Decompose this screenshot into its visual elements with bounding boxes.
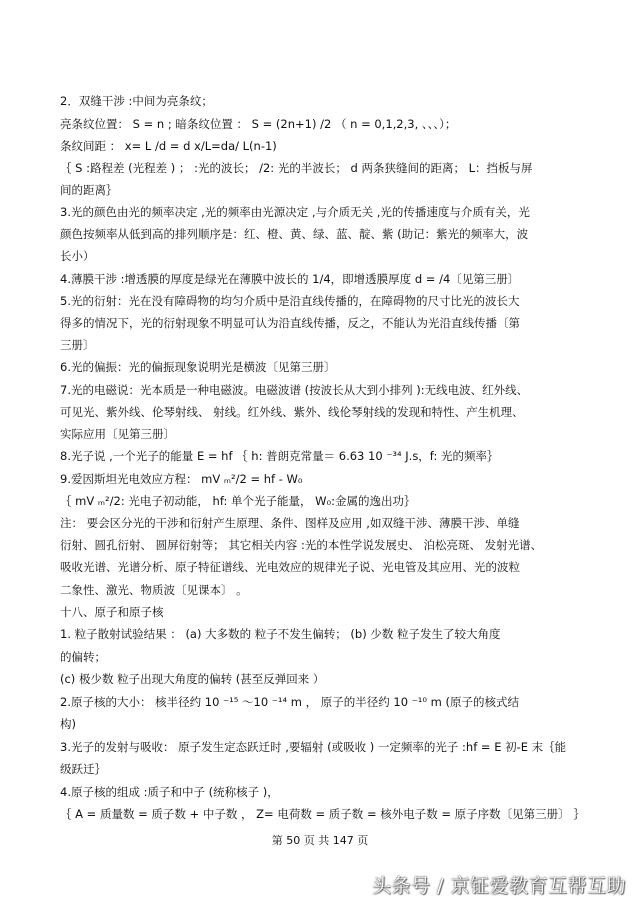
text-line: 三册〕 — [60, 338, 95, 352]
text-line: 衍射、圆孔衍射、 圆屏衍射等； 其它相关内容 :光的本性学说发展史、 泊松亮斑、 发射光谱、 — [60, 538, 543, 552]
text-line: (c) 极少数 粒子出现大角度的偏转 (甚至反弹回来 ） — [60, 672, 325, 686]
text-line: 8.光子说 ,一个光子的能量 E = hf ｛ h: 普朗克常量＝ 6.63 10 ⁻³⁴ J.s，f: 光的频率｝ — [60, 449, 499, 463]
text-line: 构) — [60, 717, 76, 731]
text-line: 1. 粒子散射试验结果 ： (a) 大多数的 粒子不发生偏转； (b) 少数 粒子发生了较大角度 — [60, 627, 501, 641]
text-line: 二象性、激光、物质波〔见课本〕 。 — [60, 583, 248, 597]
text-line: 注： 要会区分光的干涉和衍射产生原理、条件、图样及应用 ,如双缝干涉、薄膜干涉、单缝 — [60, 516, 520, 530]
text-line: 条纹间距 ： x= L /d = d x/L=da/ L(n-1) — [60, 139, 277, 153]
text-line: 9.爱因斯坦光电效应方程： mV ₘ²/2 = hf - W₀ — [60, 472, 303, 486]
text-line: 3.光的颜色由光的频率决定 ,光的频率由光源决定 ,与介质无关 ,光的传播速度与介质有关，光 — [60, 205, 530, 219]
text-line: 吸收光谱、光谱分析、原子特征谱线、光电效应的规律光子说、光电管及其应用、光的波粒 — [60, 560, 520, 574]
page-footer: 第 50 页 共 147 页 — [271, 834, 369, 847]
text-line: 4.薄膜干涉 :增透膜的厚度是绿光在薄膜中波长的 1/4，即增透膜厚度 d = /4〔见第三册〕 — [60, 272, 520, 286]
section-heading: 十八、原子和原子核 — [60, 605, 164, 619]
text-line: 3.光子的发射与吸收： 原子发生定态跃迁时 ,要辐射 (或吸收 ) 一定频率的光子 :hf = E 初-E 末｛能 — [60, 740, 567, 754]
text-line: 2.原子核的大小： 核半径约 10 ⁻¹⁵ ～10 ⁻¹⁴ m ， 原子的半径约 10 ⁻¹⁰ m (原子的核式结 — [60, 695, 519, 709]
text-line: ｛ A = 质量数 = 质子数 + 中子数 ， Z= 电荷数 = 质子数 = 核外电子数 = 原子序数〔见第三册〕 ｝ — [60, 807, 585, 821]
text-line: 6.光的偏振：光的偏振现象说明光是横波〔见第三册〕 — [60, 360, 336, 374]
text-line: 颜色按频率从低到高的排列顺序是：红、橙、黄、绿、蓝、靛、紫 (助记：紫光的频率大，波 — [60, 227, 529, 241]
watermark: 头条号 / 京钲爱教育互帮互助 — [372, 875, 626, 897]
text-line: 得多的情况下，光的衍射现象不明显可认为沿直线传播，反之，不能认为光沿直线传播〔第 — [60, 316, 520, 330]
text-line: 级跃迁｝ — [60, 762, 106, 776]
text-line: 2．双缝干涉 :中间为亮条纹； — [60, 94, 213, 108]
text-line: ｛ mV ₘ²/2: 光电子初动能， hf: 单个光子能量， W₀:金属的逸出功｝ — [60, 494, 416, 508]
text-line: ｛ S :路程差 (光程差 ) ； :光的波长； /2: 光的半波长； d 两条狭缝间的距离； L：挡板与屏 — [60, 161, 533, 175]
text-line: 实际应用〔见第三册〕 — [60, 427, 175, 441]
text-line: 5.光的衍射：光在没有障碍物的均匀介质中是沿直线传播的，在障碍物的尺寸比光的波长大 — [60, 294, 520, 308]
text-line: 4.原子核的组成 :质子和中子 (统称核子 )， — [60, 785, 279, 799]
text-line: 可见光、紫外线、伦琴射线、 射线。红外线、紫外、线伦琴射线的发现和特性、产生机理、 — [60, 405, 524, 419]
text-line: 的偏转； — [60, 650, 106, 664]
text-line: 长小） — [60, 249, 95, 263]
text-line: 亮条纹位置： S = n ; 暗条纹位置 ： S = (2n+1) /2 （ n = 0,1,2,3, 、、、）； — [60, 117, 457, 131]
text-line: 7.光的电磁说：光本质是一种电磁波。电磁波谱 (按波长从大到小排列 ):无线电波、红外线、 — [60, 383, 529, 397]
text-line: 间的距离｝ — [60, 183, 118, 197]
